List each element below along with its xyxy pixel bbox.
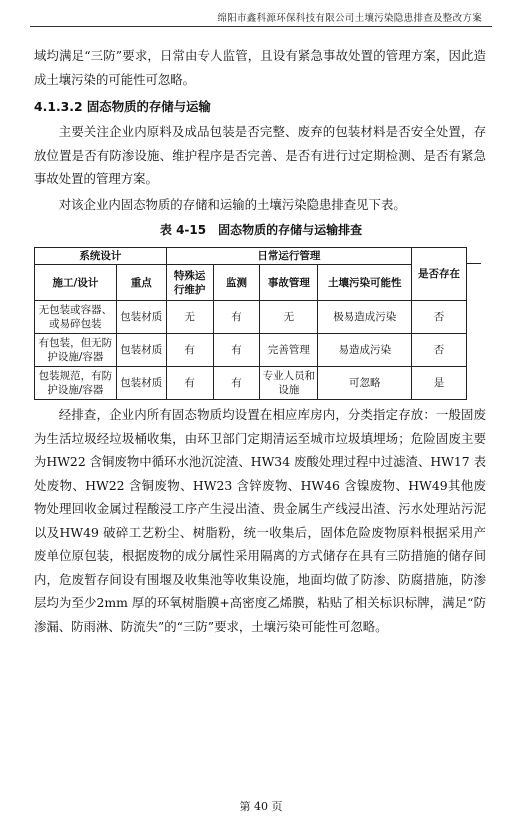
cell-construction: 有包装，但无防护设施/容器 — [35, 334, 117, 367]
cell-accident: 专业人员和设施 — [260, 367, 318, 400]
section-heading: 4.1.3.2 固态物质的存储与运输 — [34, 99, 211, 114]
cell-monitor: 有 — [213, 334, 260, 367]
cell-exists: 否 — [412, 334, 467, 367]
header-focus: 重点 — [116, 265, 166, 301]
solid-storage-table — [34, 247, 467, 400]
cell-focus: 包装材质 — [116, 301, 166, 334]
header-construction: 施工/设计 — [35, 265, 117, 301]
cell-focus: 包装材质 — [116, 334, 166, 367]
cell-accident: 无 — [260, 301, 318, 334]
cell-monitor: 有 — [213, 367, 260, 400]
table-row — [35, 367, 467, 400]
table-caption: 表 4-15 固态物质的存储与运输排查 — [159, 223, 363, 237]
header-divider — [30, 26, 492, 27]
table-header-group-row — [35, 248, 467, 265]
paragraph-intro-table: 对该企业内固态物质的存储和运输的土壤污染隐患排查见下表。 — [58, 197, 406, 212]
cell-possibility: 极易造成污染 — [318, 301, 412, 334]
paragraph-focus: 主要关注企业内原料及成品包装是否完整、废弃的包装材料是否安全处置，存放位置是否有防渗设施、维护程序是否完善、是否有进行过定期检测、是否有紧急事故处置的管理方案。 — [34, 124, 486, 186]
header-system-design: 系统设计 — [35, 248, 167, 265]
header-special-maintenance: 特殊运行维护 — [166, 265, 213, 301]
running-header: 绵阳市鑫科源环保科技有限公司土壤污染隐患排查及整改方案 — [217, 13, 482, 24]
cell-special: 有 — [166, 334, 213, 367]
page-number: 第 40 页 — [239, 800, 283, 813]
paragraph-findings: 经排查，企业内所有固态物质均设置在相应库房内，分类指定存放：一般固废为生活垃圾经垃圾桶收集，由环卫部门定期清运至城市垃圾填埋场；危险固废主要为HW22 含铜废物中循环水池沉淀渣、HW34 废酸处理过程中过滤渣、HW17 表处废物、HW22 含铜废物、HW23 含锌废物、HW46 含镍废物、HW49其他废物处理回收金属过程酸浸工序产生浸出渣、贵金属生产线浸出渣、污水处理站污泥以及HW49 破碎工艺粉尘、树脂粉，统一收集后，固体危险废物原料根据采用产废单位原包装，根据废物的成分属性采用隔离的方式储存在具有三防措施的储存间内，危废暂存间设有围堰及收集池等收集设施，地面均做了防渗、防腐措施，防渗层均为至少2mm 厚的环氧树脂膜+高密度乙烯膜，粘贴了相关标识标牌，满足“防渗漏、防雨淋、防流失”的“三防”要求，土壤污染可能性可忽略。 — [34, 407, 486, 634]
table-row — [35, 334, 467, 367]
table-header-row — [35, 265, 467, 301]
cell-focus: 包装材质 — [116, 367, 166, 400]
header-exists: 是否存在 — [412, 248, 467, 301]
cell-special: 无 — [166, 301, 213, 334]
header-pollution-possibility: 土壤污染可能性 — [318, 265, 412, 301]
cell-possibility: 可忽略 — [318, 367, 412, 400]
cell-accident: 完善管理 — [260, 334, 318, 367]
cell-possibility: 易造成污染 — [318, 334, 412, 367]
cell-construction: 包装规范，有防护设施/容器 — [35, 367, 117, 400]
cell-exists: 否 — [412, 301, 467, 334]
table-row — [35, 301, 467, 334]
header-accident-management: 事故管理 — [260, 265, 318, 301]
header-monitoring: 监测 — [213, 265, 260, 301]
cell-construction: 无包装或容器、或易碎包装 — [35, 301, 117, 334]
paragraph-continued: 域均满足“三防”要求，日常由专人监管，且设有紧急事故处置的管理方案，因此造成土壤污染的可能性可忽略。 — [34, 48, 486, 87]
cell-monitor: 有 — [213, 301, 260, 334]
header-daily-management: 日常运行管理 — [166, 248, 411, 265]
table-stray-rule — [467, 263, 481, 264]
cell-special: 有 — [166, 367, 213, 400]
cell-exists: 是 — [412, 367, 467, 400]
